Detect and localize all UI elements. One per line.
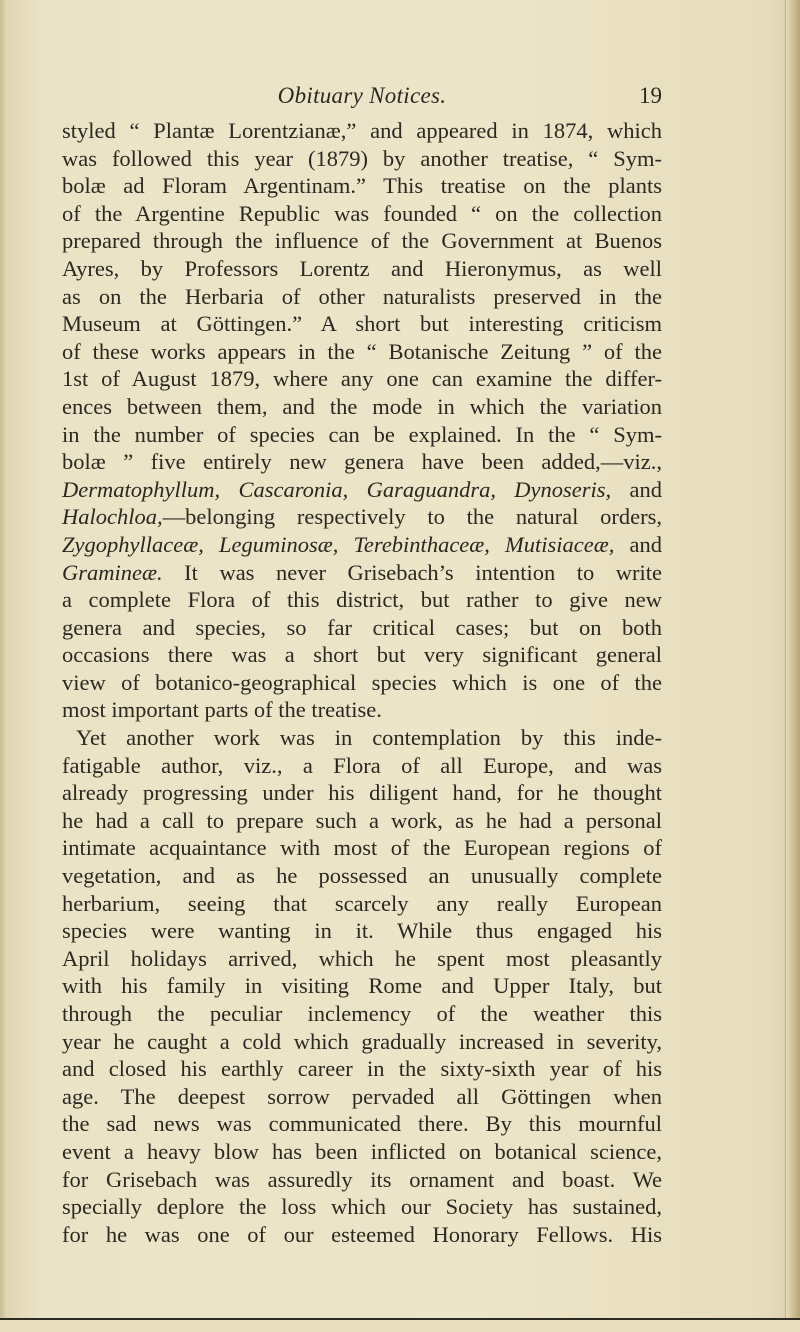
order-name: Zygophyllaceæ, [62, 531, 204, 557]
text-line: with his family in visiting Rome and Upper Italy, but [62, 973, 662, 999]
text-line: styled “ Plantæ Lorentzianæ,” and appeared in 1874, which [62, 118, 662, 143]
text-line: through the peculiar inclemency of the weather this [62, 1001, 662, 1026]
text-fragment: It was never Grisebach’s intention to write [184, 559, 663, 585]
page-left-edge [0, 0, 6, 1330]
text-line: of these works appears in the “ Botanische Zeitung ” of the [62, 338, 662, 364]
conjunction: and [629, 531, 662, 557]
order-name: Mutisiaceæ, [505, 531, 615, 557]
text-line: April holidays arrived, which he spent most pleasantly [62, 945, 662, 971]
text-line: specially deplore the loss which our Society has sustained, [62, 1194, 662, 1220]
text-line: in the number of species can be explained. In the “ Sym- [62, 421, 662, 447]
text-line: herbarium, seeing that scarcely any really European [62, 890, 662, 916]
genus-name: Garaguandra, [366, 476, 496, 502]
text-line: fatigable author, viz., a Flora of all Europe, and was [62, 752, 662, 778]
page-header [62, 83, 662, 115]
text-line: ences between them, and the mode in which the variation [62, 393, 662, 419]
text-line: age. The deepest sorrow pervaded all Göttingen when [62, 1083, 662, 1109]
text-line: intimate acquaintance with most of the European regions of [62, 835, 662, 861]
running-head: Obituary Notices. [277, 83, 447, 108]
text-line: Museum at Göttingen.” A short but interesting criticism [62, 311, 662, 337]
text-line: 1st of August 1879, where any one can examine the differ- [62, 366, 662, 392]
text-line: view of botanico-geographical species which is one of the [62, 669, 662, 695]
text-fragment: —belonging respectively to the natural orders, [162, 504, 662, 530]
paragraph-end-line: most important parts of the treatise. [62, 697, 382, 723]
genus-name: Cascaronia, [238, 476, 349, 502]
paragraph-start-line: Yet another work was in contemplation by this inde- [76, 725, 662, 751]
text-line: already progressing under his diligent hand, for he thought [62, 780, 662, 806]
orders-line [62, 531, 662, 559]
text-line: for Grisebach was assuredly its ornament and boast. We [62, 1166, 662, 1192]
text-line: and closed his earthly career in the sixty-sixth year of his [62, 1056, 662, 1082]
body-text [62, 117, 662, 1248]
genera-line [62, 476, 662, 504]
order-name: Gramineæ. [62, 559, 163, 585]
text-line: was followed this year (1879) by another treatise, “ Sym- [62, 145, 662, 171]
text-line: year he caught a cold which gradually increased in severity, [62, 1028, 662, 1054]
text-line: the sad news was communicated there. By this mournful [62, 1111, 662, 1137]
page-right-edge [785, 0, 800, 1330]
conjunction: and [629, 476, 662, 502]
text-line: prepared through the influence of the Government at Buenos [62, 228, 662, 254]
text-line: he had a call to prepare such a work, as he had a personal [62, 807, 662, 833]
genera-line [62, 503, 662, 531]
genus-name: Halochloa, [62, 504, 163, 530]
order-name: Terebinthaceæ, [353, 531, 490, 557]
orders-line [62, 559, 662, 587]
text-line: event a heavy blow has been inflicted on botanical science, [62, 1138, 662, 1164]
text-line: of the Argentine Republic was founded “ on the collection [62, 200, 662, 226]
text-line: for he was one of our esteemed Honorary Fellows. His [62, 1221, 662, 1247]
genus-name: Dynoseris, [514, 476, 612, 502]
text-line: Ayres, by Professors Lorentz and Hieronymus, as well [62, 255, 662, 281]
text-line: species were wanting in it. While thus engaged his [62, 918, 662, 944]
text-line: a complete Flora of this district, but rather to give new [62, 587, 662, 613]
text-line: occasions there was a short but very significant general [62, 642, 662, 668]
text-line: vegetation, and as he possessed an unusually complete [62, 863, 662, 889]
text-line: bolæ ad Floram Argentinam.” This treatise on the plants [62, 173, 662, 199]
order-name: Leguminosæ, [218, 531, 339, 557]
text-line: bolæ ” five entirely new genera have been added,—viz., [62, 449, 662, 475]
text-line: genera and species, so far critical cases; but on both [62, 614, 662, 640]
genus-name: Dermatophyllum, [62, 476, 221, 502]
text-line: as on the Herbaria of other naturalists preserved in the [62, 283, 662, 309]
page-number: 19 [639, 83, 662, 108]
